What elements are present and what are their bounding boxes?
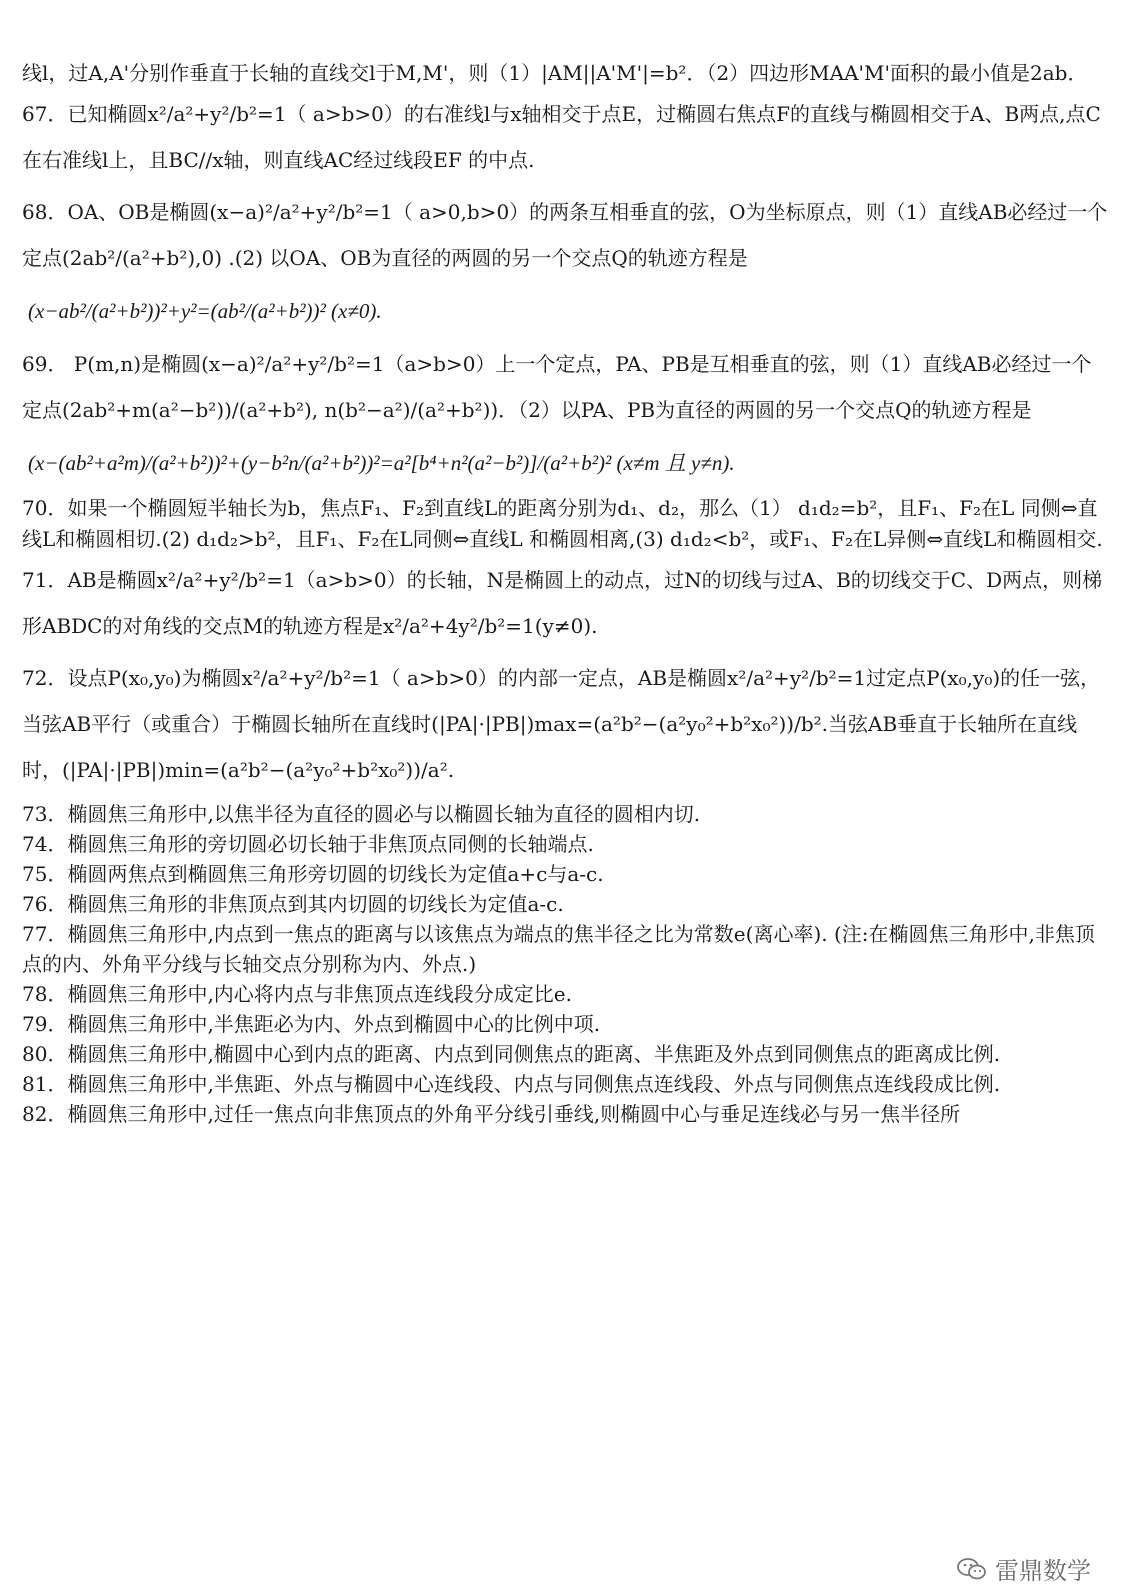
- formula-68-locus: (x−ab²/(a²+b²))²+y²=(ab²/(a²+b²))² (x≠0).: [28, 299, 382, 323]
- paragraph-75: 75．椭圆两焦点到椭圆焦三角形旁切圆的切线长为定值a+c与a-c.: [22, 862, 604, 886]
- paragraph-77: 77．椭圆焦三角形中,内点到一焦点的距离与以该焦点为端点的焦半径之比为常数e(离心率). (注:在椭圆焦三角形中,非焦顶点的内、外角平分线与长轴交点分别称为内、外点.): [22, 922, 1095, 976]
- paragraph-72: 72．设点P(x₀,y₀)为椭圆x²/a²+y²/b²=1（ a>b>0）的内部一定点，AB是椭圆x²/a²+y²/b²=1过定点P(x₀,y₀)的任一弦，当弦AB平行（或重合）于椭圆长轴所在直线时(|PA|·|PB|)max=(a²b²−(a²y₀²+b²x₀²))/b².当弦AB垂直于长轴所在直线时，(|PA|·|PB|)min=(a²b²−(a²y₀²+b²x₀²))/a².: [22, 666, 1101, 782]
- short-items: [22, 799, 1110, 1129]
- paragraph-79: 79．椭圆焦三角形中,半焦距必为内、外点到椭圆中心的比例中项.: [22, 1012, 601, 1036]
- watermark: [957, 1551, 1091, 1586]
- paragraph-81: 81．椭圆焦三角形中,半焦距、外点与椭圆中心连线段、内点与同侧焦点连线段、外点与同侧焦点连线段成比例.: [22, 1072, 1001, 1096]
- paragraph-82: 82．椭圆焦三角形中,过任一焦点向非焦顶点的外角平分线引垂线,则椭圆中心与垂足连线必与另一焦半径所: [22, 1102, 961, 1126]
- document-page: [22, 58, 1110, 1129]
- paragraph-71: 71．AB是椭圆x²/a²+y²/b²=1（a>b>0）的长轴，N是椭圆上的动点，过N的切线与过A、B的切线交于C、D两点，则梯形ABDC的对角线的交点M的轨迹方程是x²/a²+4y²/b²=1(y≠0).: [22, 568, 1103, 638]
- paragraph-76: 76．椭圆焦三角形的非焦顶点到其内切圆的切线长为定值a-c.: [22, 892, 564, 916]
- paragraph-68: 68．OA、OB是椭圆(x−a)²/a²+y²/b²=1（ a>0,b>0）的两条互相垂直的弦，O为坐标原点，则（1）直线AB必经过一个定点(2ab²/(a²+b²),0) .(2) 以OA、OB为直径的两圆的另一个交点Q的轨迹方程是: [22, 200, 1108, 270]
- paragraph-67: 67．已知椭圆x²/a²+y²/b²=1（ a>b>0）的右准线l与x轴相交于点E，过椭圆右焦点F的直线与椭圆相交于A、B两点,点C在右准线l上，且BC//x轴，则直线AC经过线段EF 的中点.: [22, 102, 1101, 172]
- watermark-text: 雷鼎数学: [995, 1557, 1091, 1585]
- paragraph-78: 78．椭圆焦三角形中,内心将内点与非焦顶点连线段分成定比e.: [22, 982, 572, 1006]
- paragraph-70: 70．如果一个椭圆短半轴长为b，焦点F₁、F₂到直线L的距离分别为d₁、d₂，那么（1） d₁d₂=b²，且F₁、F₂在L 同侧⇔直线L和椭圆相切.(2) d₁d₂>b²，且F₁、F₂在L同侧⇔直线L 和椭圆相离,(3) d₁d₂<b²，或F₁、F₂在L异侧⇔直线L和椭圆相交.: [22, 496, 1103, 551]
- paragraph-69: 69． P(m,n)是椭圆(x−a)²/a²+y²/b²=1（a>b>0）上一个定点，PA、PB是互相垂直的弦，则（1）直线AB必经过一个定点(2ab²+m(a²−b²))/(a²+b²), n(b²−a²)/(a²+b²))．（2）以PA、PB为直径的两圆的另一个交点Q的轨迹方程是: [22, 352, 1092, 422]
- paragraph-74: 74．椭圆焦三角形的旁切圆必切长轴于非焦顶点同侧的长轴端点.: [22, 832, 594, 856]
- formula-69-locus: (x−(ab²+a²m)/(a²+b²))²+(y−b²n/(a²+b²))²=a²[b⁴+n²(a²−b²)]/(a²+b²)² (x≠m 且 y≠n).: [28, 451, 735, 475]
- wechat-icon: [957, 1558, 987, 1580]
- paragraph-80: 80．椭圆焦三角形中,椭圆中心到内点的距离、内点到同侧焦点的距离、半焦距及外点到同侧焦点的距离成比例.: [22, 1042, 1001, 1066]
- paragraph-73: 73．椭圆焦三角形中,以焦半径为直径的圆必与以椭圆长轴为直径的圆相内切.: [22, 802, 701, 826]
- paragraph-66-continuation: 线l，过A,A'分别作垂直于长轴的直线交l于M,M'，则（1）|AM||A'M'|=b²．（2）四边形MAA'M'面积的最小值是2ab．: [22, 61, 1088, 85]
